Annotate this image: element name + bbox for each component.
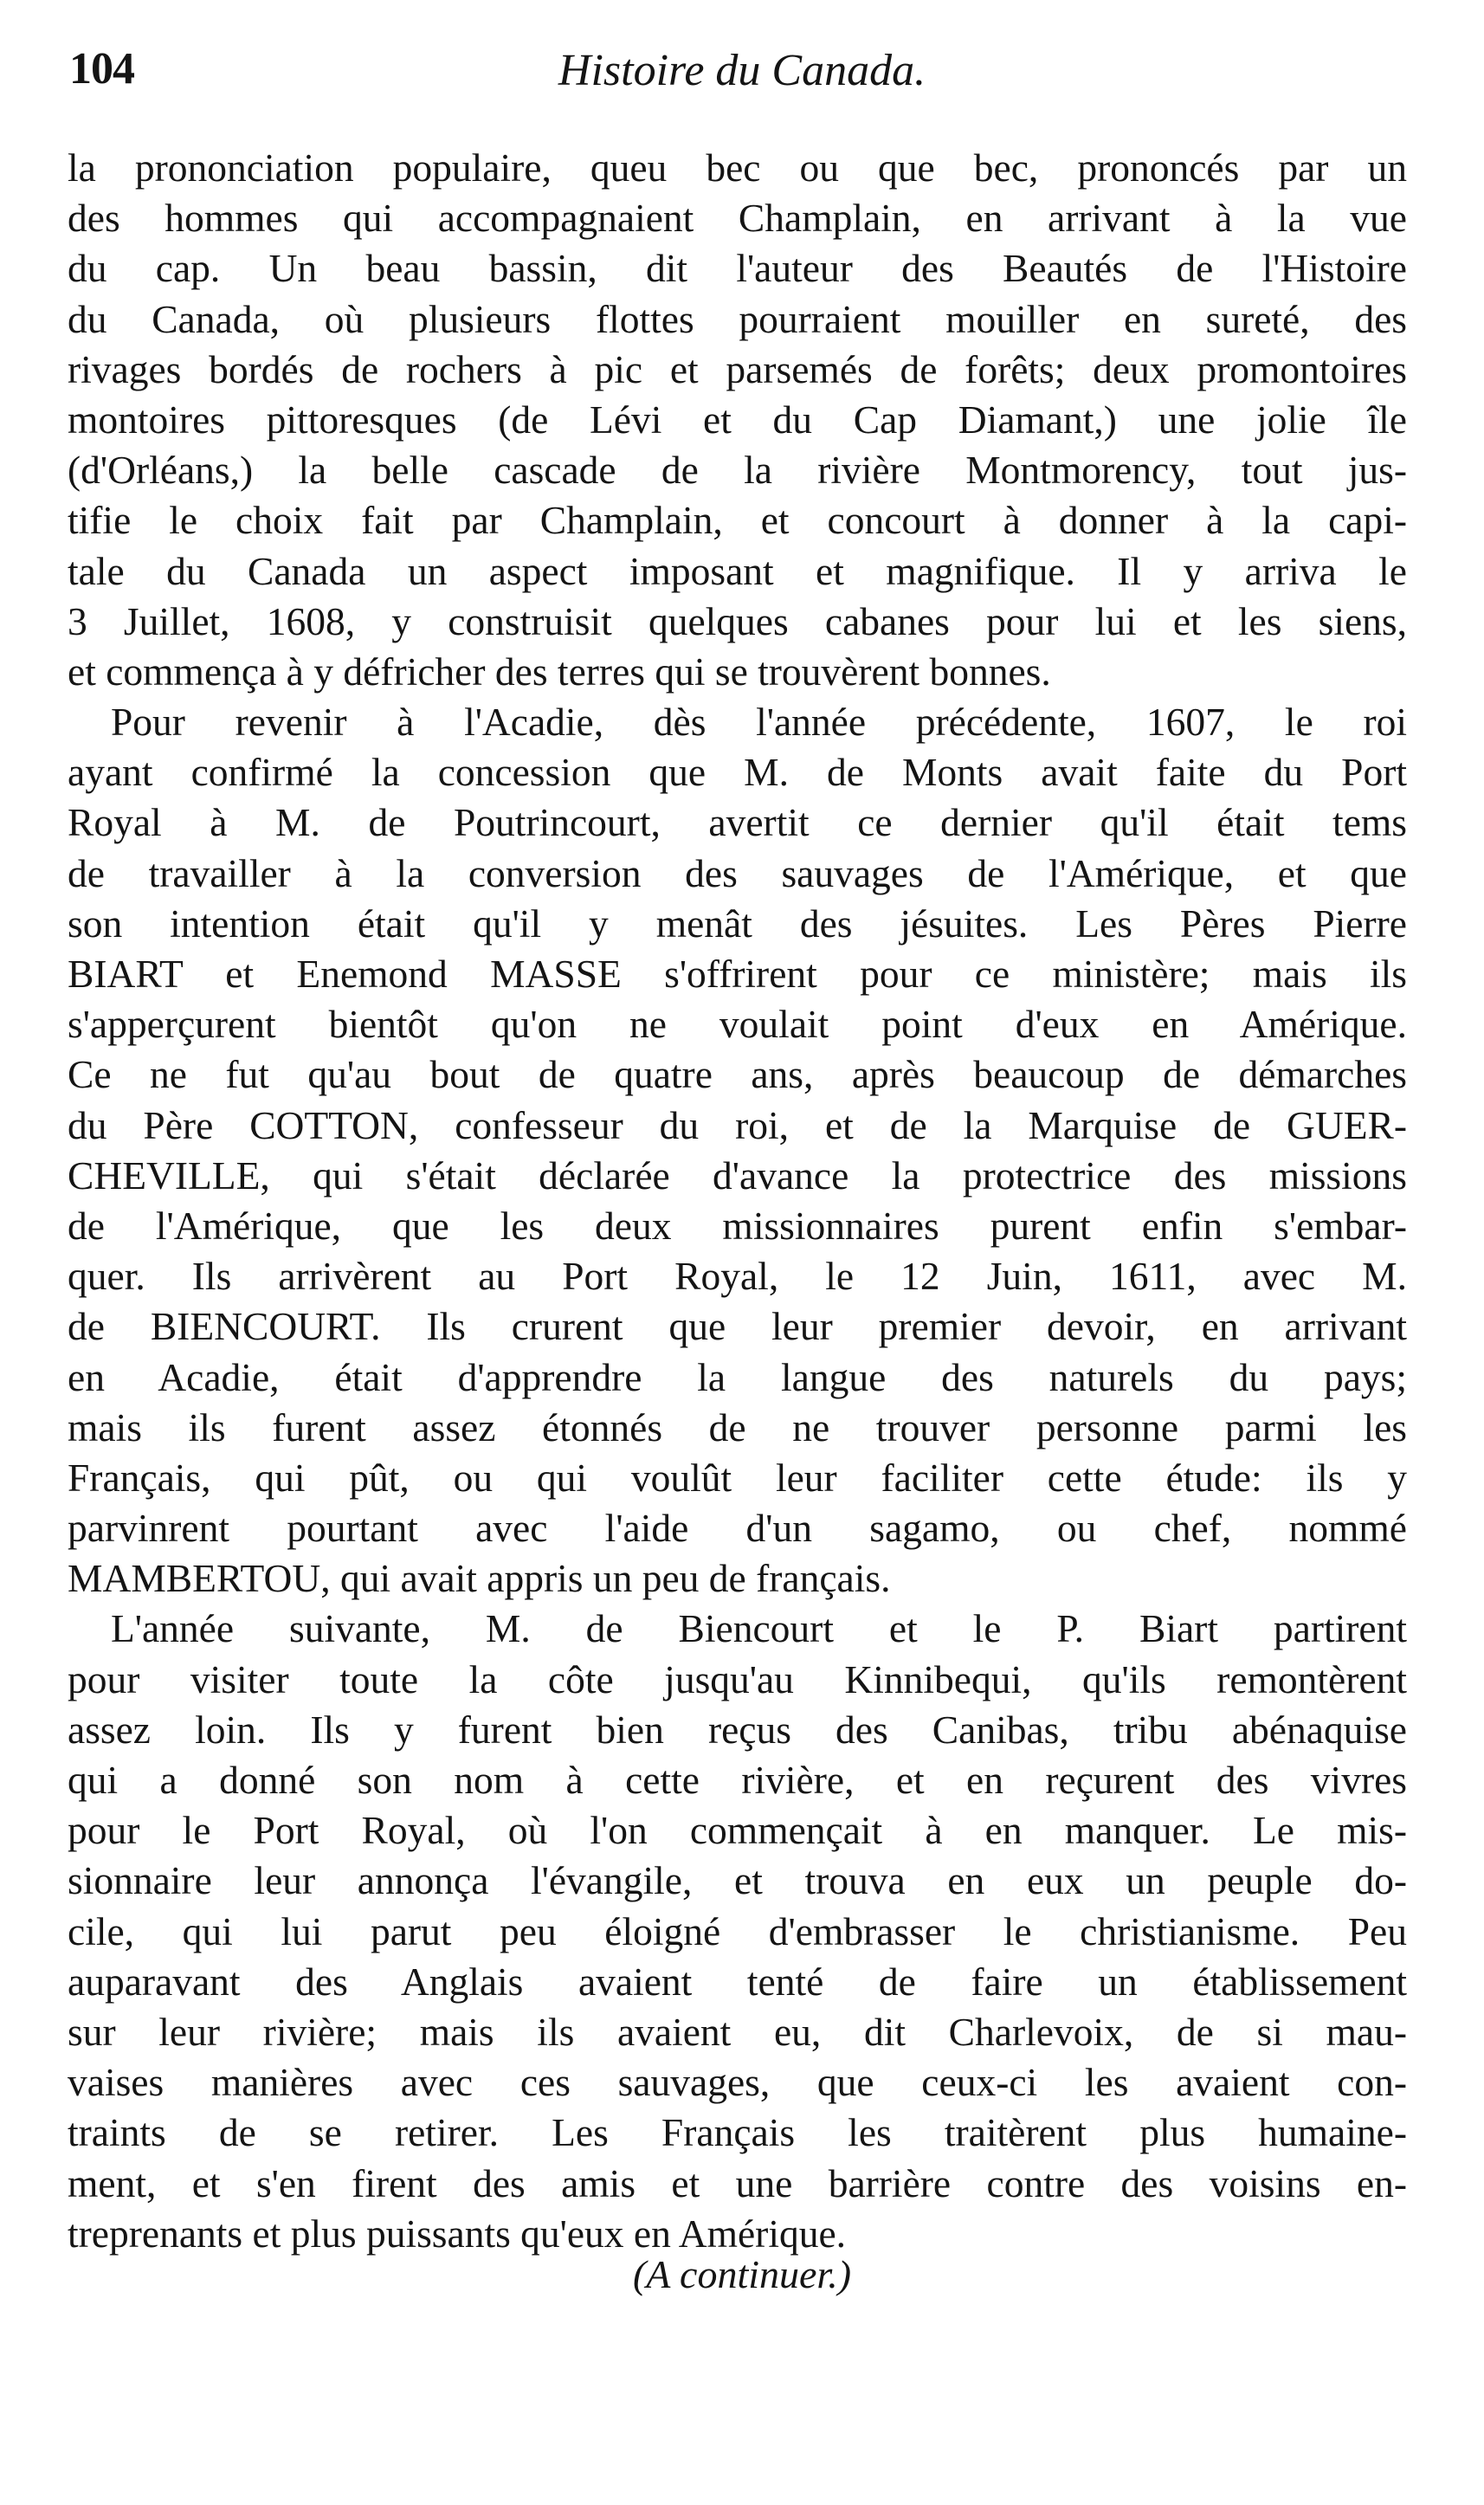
text-line: (d'Orléans,) la belle cascade de la rivière Montmorency, tout jus- [68,448,1407,493]
text-line: auparavant des Anglais avaient tenté de faire un établissement [68,1959,1407,2004]
text-line: tifie le choix fait par Champlain, et concourt à donner à la capi- [68,498,1407,543]
text-line: pour le Port Royal, où l'on commençait à en manquer. Le mis- [68,1808,1407,1853]
text-line: Français, qui pût, ou qui voulût leur faciliter cette étude: ils y [68,1455,1407,1500]
text-line: qui a donné son nom à cette rivière, et en reçurent des vivres [68,1758,1407,1802]
text-line: Ce ne fut qu'au bout de quatre ans, après beaucoup de démarches [68,1052,1407,1097]
text-line: de l'Amérique, que les deux missionnaires purent enfin s'embar- [68,1203,1407,1248]
text-line: ment, et s'en firent des amis et une barrière contre des voisins en- [68,2160,1407,2205]
text-line: de BIENCOURT. Ils crurent que leur premier devoir, en arrivant [68,1304,1407,1349]
text-line: BIART et Enemond MASSE s'offrirent pour ce ministère; mais ils [68,952,1407,996]
text-line: s'apperçurent bientôt qu'on ne voulait point d'eux en Amérique. [68,1002,1407,1047]
text-line: CHEVILLE, qui s'était déclarée d'avance la protectrice des missions [68,1152,1407,1198]
text-line: des hommes qui accompagnaient Champlain, en arrivant à la vue [68,196,1407,241]
header-title: Histoire du Canada. [558,46,926,95]
text-line: 3 Juillet, 1608, y construisit quelques cabanes pour lui et les siens, [68,598,1407,643]
text-line: cile, qui lui parut peu éloigné d'embrasser le christianisme. Peu [68,1908,1407,1953]
text-line: du cap. Un beau bassin, dit l'auteur des Beautés de l'Histoire [68,246,1407,291]
text-line: ayant confirmé la concession que M. de Monts avait faite du Port [68,750,1407,795]
text-line: vaises manières avec ces sauvages, que ceux-ci les avaient con- [68,2060,1407,2105]
text-line: traints de se retirer. Les Français les traitèrent plus humaine- [68,2110,1407,2155]
page-number: 104 [69,44,134,94]
text-line: parvinrent pourtant avec l'aide d'un sagamo, ou chef, nommé [68,1506,1407,1551]
text-line: tale du Canada un aspect imposant et magnifique. Il y arriva le [68,548,1407,593]
text-line: mais ils furent assez étonnés de ne trouver personne parmi les [68,1404,1407,1449]
text-line: en Acadie, était d'apprendre la langue des naturels du pays; [68,1354,1407,1399]
text-line: et commença à y défricher des terres qui se trouvèrent bonnes. [68,649,1051,694]
text-line: de travailler à la conversion des sauvages de l'Amérique, et que [68,850,1407,895]
text-line: Pour revenir à l'Acadie, dès l'année précédente, 1607, le roi [111,700,1407,745]
text-line: treprenants et plus puissants qu'eux en Amérique. [68,2211,847,2256]
text-line: rivages bordés de rochers à pic et parsemés de forêts; deux promontoires [68,346,1407,391]
text-line: MAMBERTOU, qui avait appris un peu de français. [68,1556,891,1601]
text-line: du Canada, où plusieurs flottes pourraient mouiller en sureté, des [68,296,1407,341]
text-line: L'année suivante, M. de Biencourt et le P. Biart partirent [111,1606,1407,1651]
text-line: du Père COTTON, confesseur du roi, et de la Marquise de GUER- [68,1102,1407,1147]
text-line: montoires pittoresques (de Lévi et du Cap Diamant,) une jolie île [68,397,1407,442]
text-line: sur leur rivière; mais ils avaient eu, dit Charlevoix, de si mau- [68,2009,1407,2054]
closing-note: (A continuer.) [632,2252,852,2296]
text-body [68,143,1407,2259]
text-line: quer. Ils arrivèrent au Port Royal, le 12 Juin, 1611, avec M. [68,1254,1407,1299]
text-line: sionnaire leur annonça l'évangile, et trouva en eux un peuple do- [68,1858,1407,1903]
text-line: pour visiter toute la côte jusqu'au Kinnibequi, qu'ils remontèrent [68,1656,1407,1701]
text-line: son intention était qu'il y menât des jésuites. Les Pères Pierre [68,901,1407,946]
text-line: Royal à M. de Poutrincourt, avertit ce dernier qu'il était tems [68,800,1407,845]
text-line: assez loin. Ils y furent bien reçus des Canibas, tribu abénaquise [68,1707,1407,1752]
text-line: la prononciation populaire, queu bec ou que bec, prononcés par un [68,145,1407,190]
running-head [69,43,1415,104]
